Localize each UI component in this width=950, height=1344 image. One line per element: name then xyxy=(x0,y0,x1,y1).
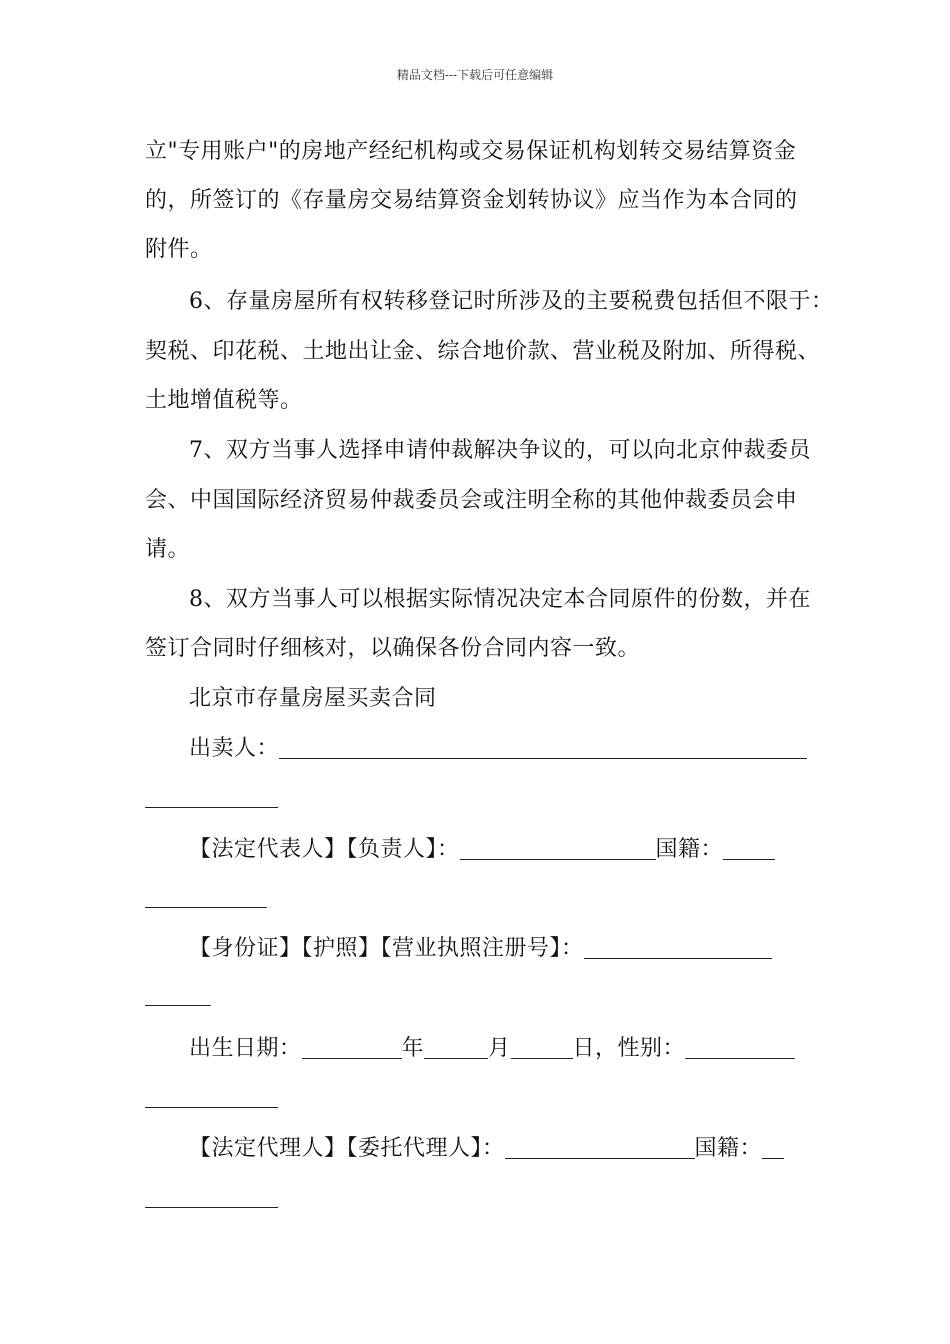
paragraph-5-line-2: 的，所签订的《存量房交易结算资金划转协议》应当作为本合同的 xyxy=(145,188,798,213)
nationality-field-continued[interactable] xyxy=(145,906,267,908)
paragraph-5-line-3: 附件。 xyxy=(145,237,213,262)
id-row xyxy=(189,934,772,964)
birth-day-field[interactable] xyxy=(511,1036,573,1059)
agent-nationality-field[interactable] xyxy=(762,1136,784,1159)
paragraph-8-line-1: 8、双方当事人可以根据实际情况决定本合同原件的份数，并在 xyxy=(189,587,811,612)
agent-label: 【法定代理人】【委托代理人】： xyxy=(189,1136,505,1161)
birth-month-field[interactable] xyxy=(424,1036,488,1059)
paragraph-7-line-1: 7、双方当事人选择申请仲裁解决争议的，可以向北京仲裁委员 xyxy=(189,438,811,463)
paragraph-6-line-1: 6、存量房屋所有权转移登记时所涉及的主要税费包括但不限于： xyxy=(189,289,834,314)
agent-nationality-field-continued[interactable] xyxy=(145,1206,278,1208)
month-label: 月 xyxy=(488,1036,511,1061)
birth-row xyxy=(189,1034,795,1064)
page-header: 精品文档---下载后可任意编辑 xyxy=(396,68,554,82)
gender-field[interactable] xyxy=(685,1036,795,1059)
seller-label: 出卖人： xyxy=(189,736,280,761)
nationality-field[interactable] xyxy=(723,837,775,860)
seller-field-continued[interactable] xyxy=(145,806,278,808)
birth-label: 出生日期： xyxy=(189,1036,302,1061)
paragraph-7-line-3: 请。 xyxy=(145,537,191,562)
seller-row xyxy=(189,734,807,764)
agent-row xyxy=(189,1134,784,1164)
agent-nationality-label: 国籍： xyxy=(694,1136,763,1161)
agent-field[interactable] xyxy=(505,1136,695,1159)
paragraph-8-line-2: 签订合同时仔细核对，以确保各份合同内容一致。 xyxy=(145,636,641,661)
representative-field[interactable] xyxy=(460,837,656,860)
year-label: 年 xyxy=(401,1036,425,1061)
paragraph-6-line-3: 土地增值税等。 xyxy=(145,388,303,413)
nationality-label: 国籍： xyxy=(655,837,724,862)
paragraph-7-line-2: 会、中国国际经济贸易仲裁委员会或注明全称的其他仲裁委员会申 xyxy=(145,488,798,513)
id-field-continued[interactable] xyxy=(145,1004,211,1006)
representative-row xyxy=(189,835,775,865)
paragraph-5-line-1: 立"专用账户"的房地产经纪机构或交易保证机构划转交易结算资金 xyxy=(145,139,797,164)
seller-field[interactable] xyxy=(279,736,807,759)
gender-field-continued[interactable] xyxy=(145,1106,278,1108)
id-field[interactable] xyxy=(584,936,772,959)
id-label: 【身份证】【护照】【营业执照注册号】： xyxy=(189,936,584,961)
birth-year-field[interactable] xyxy=(302,1036,402,1059)
contract-title: 北京市存量房屋买卖合同 xyxy=(189,686,437,711)
paragraph-6-line-2: 契税、印花税、土地出让金、综合地价款、营业税及附加、所得税、 xyxy=(145,339,821,364)
representative-label: 【法定代表人】【负责人】： xyxy=(189,837,460,862)
day-gender-label: 日，性别： xyxy=(572,1036,686,1061)
